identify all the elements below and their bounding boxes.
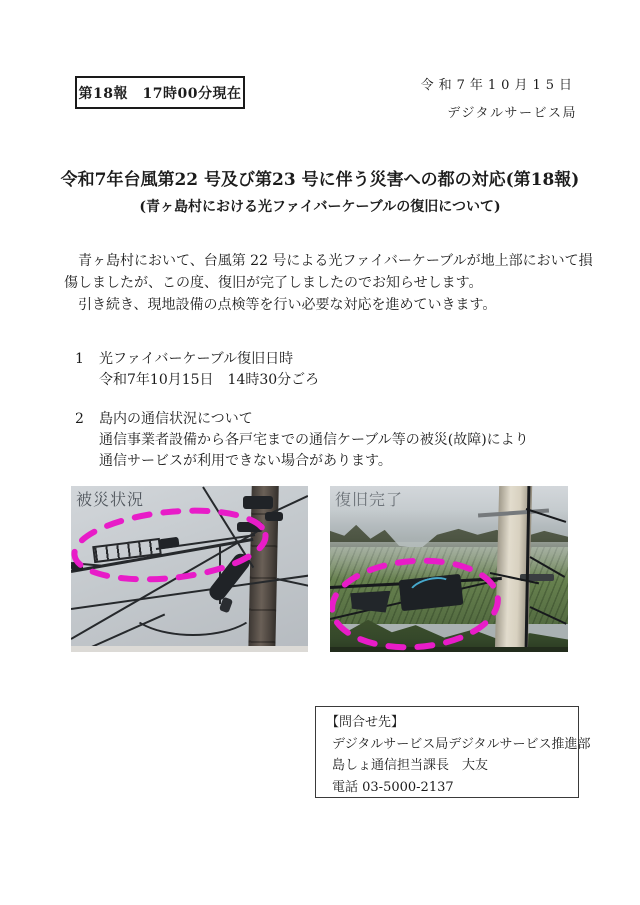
item-detail-line: 通信サービスが利用できない場合があります。	[99, 453, 392, 469]
item-number: 1	[75, 351, 84, 367]
document-title: 令和7年台風第22 号及び第23 号に伴う災害への都の対応(第18報)	[60, 170, 580, 190]
contact-line: 島しょ通信担当課長 大友	[332, 758, 489, 773]
contact-line: 電話 03-5000-2137	[332, 779, 454, 795]
contact-box	[315, 706, 591, 798]
report-number-badge: 第18報 17時00分現在	[75, 76, 245, 109]
item-heading	[75, 349, 319, 370]
damage-photo-label: 被災状況	[76, 490, 145, 509]
header-date-block	[421, 74, 577, 121]
item-detail-line: 通信事業者設備から各戸宅までの通信ケーブル等の被災(故障)により	[99, 432, 529, 448]
item-detail-line: 令和7年10月15日 14時30分ごろ	[99, 372, 320, 388]
damage-highlight-ellipse	[71, 502, 269, 588]
restored-highlight-ellipse	[330, 555, 501, 652]
issuing-department: デジタルサービス局	[447, 106, 577, 121]
restored-highlight-overlay	[330, 486, 568, 652]
intro-paragraph	[64, 250, 593, 316]
item-title: 島内の通信状況について	[99, 411, 253, 427]
restored-photo-label: 復旧完了	[335, 490, 404, 509]
contact-line: デジタルサービス局デジタルサービス推進部	[332, 736, 591, 752]
intro-line-2: 傷しましたが、この度、復旧が完了しましたのでお知らせします。	[64, 275, 483, 291]
item-title: 光ファイバーケーブル復旧日時	[99, 351, 294, 367]
issue-date: 令和7年10月15日	[420, 78, 577, 93]
item-communication-status	[75, 409, 529, 472]
damage-highlight-overlay	[71, 486, 308, 652]
item-number: 2	[75, 411, 84, 427]
item-restoration-datetime	[75, 349, 319, 391]
intro-line-3: 引き続き、現地設備の点検等を行い必要な対応を進めていきます。	[64, 297, 497, 313]
item-heading	[75, 409, 529, 430]
damage-photo	[71, 486, 308, 652]
document-subtitle: (青ヶ島村における光ファイバーケーブルの復旧について)	[139, 199, 501, 215]
contact-heading: 【問合せ先】	[326, 715, 405, 730]
restored-photo	[330, 486, 568, 652]
intro-line-1: 青ヶ島村において、台風第 22 号による光ファイバーケーブルが地上部において損	[64, 253, 593, 269]
